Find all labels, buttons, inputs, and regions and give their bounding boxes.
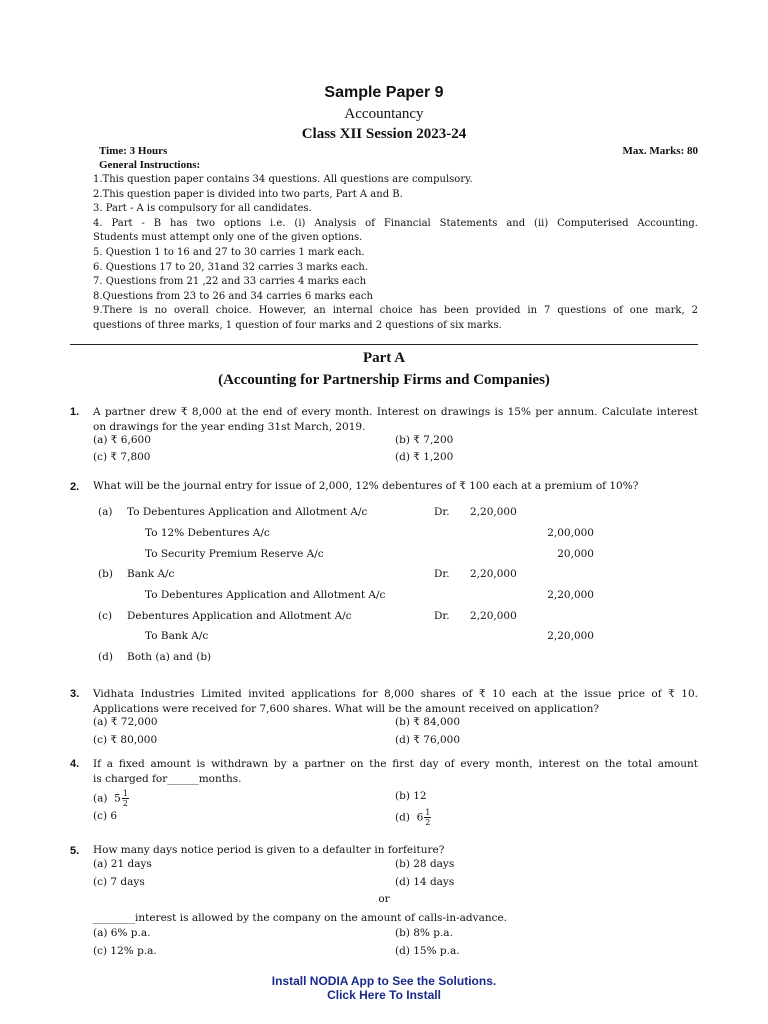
fraction: [424, 808, 431, 827]
credit-amount: 2,00,000: [547, 527, 594, 539]
install-app-link[interactable]: Install NODIA App to See the Solutions.: [271, 974, 497, 988]
debit-marker: Dr.: [434, 568, 450, 580]
instruction-item: 4. Part - B has two options i.e. (i) Analysis of Financial Statements and (ii) Computerised Accounting.: [93, 217, 698, 229]
option-a-label: (a): [98, 506, 113, 518]
option-c: (c) ₹ 7,800: [93, 451, 151, 463]
option-d: (d) 15% p.a.: [395, 945, 460, 957]
question-line: If a fixed amount is withdrawn by a partner on the first day of every month, interest on the total amount: [93, 758, 698, 770]
instruction-item: 2.This question paper is divided into two parts, Part A and B.: [93, 188, 403, 200]
option-c-label: (c): [98, 610, 113, 622]
credit-amount: 20,000: [557, 548, 594, 560]
question-text: [93, 687, 698, 716]
fraction: [122, 789, 129, 808]
option-c: (c) 6: [93, 810, 118, 822]
instruction-item: 5. Question 1 to 16 and 27 to 30 carries 1 mark each.: [93, 246, 365, 258]
option-d: (d) ₹ 1,200: [395, 451, 454, 463]
option-a: (a) 6% p.a.: [93, 927, 151, 939]
option-d-label: (d): [98, 651, 113, 663]
instruction-item: questions of three marks, 1 question of four marks and 2 questions of six marks.: [93, 319, 502, 331]
fraction-denominator: 2: [122, 799, 128, 808]
option-a: (a) ₹ 72,000: [93, 716, 158, 728]
instruction-item: 6. Questions 17 to 20, 31and 32 carries 3 marks each.: [93, 261, 368, 273]
question-line: on drawings for the year ending 31st March, 2019.: [93, 420, 366, 433]
alternate-question-text: ________interest is allowed by the company on the amount of calls-in-advance.: [93, 912, 508, 924]
fraction-numerator: 1: [425, 808, 431, 817]
option-b: (b) ₹ 7,200: [395, 434, 454, 446]
question-number: 5.: [70, 845, 80, 857]
fraction-whole: 5: [114, 792, 121, 805]
class-session: Class XII Session 2023-24: [301, 126, 467, 142]
max-marks: Max. Marks: 80: [622, 145, 698, 157]
paper-title: Sample Paper 9: [324, 84, 444, 101]
journal-credit-line: To Debentures Application and Allotment A/c: [145, 589, 386, 601]
option-b: (b) 8% p.a.: [395, 927, 453, 939]
subject-title: Accountancy: [344, 106, 424, 122]
fraction-numerator: 1: [122, 789, 128, 798]
option-b: (b) ₹ 84,000: [395, 716, 461, 728]
question-number: 2.: [70, 481, 80, 493]
journal-debit-line: Bank A/c: [127, 568, 175, 580]
option-c: (c) ₹ 80,000: [93, 734, 158, 746]
option-a: [93, 789, 129, 808]
instruction-item: 9.There is no overall choice. However, an internal choice has been provided in 7 questions of one mark, 2: [93, 305, 698, 317]
credit-amount: 2,20,000: [547, 589, 594, 601]
question-text: What will be the journal entry for issue of 2,000, 12% debentures of ₹ 100 each at a premium of 10%?: [93, 480, 639, 492]
debit-amount: 2,20,000: [470, 610, 517, 622]
instruction-item: 1.This question paper contains 34 questions. All questions are compulsory.: [93, 174, 473, 185]
question-line: A partner drew ₹ 8,000 at the end of every month. Interest on drawings is 15% per annum. Calculate interest: [93, 406, 698, 418]
part-subtitle: (Accounting for Partnership Firms and Companies): [218, 372, 550, 388]
question-text: [93, 757, 698, 786]
question-number: 3.: [70, 688, 80, 700]
debit-amount: 2,20,000: [470, 568, 517, 580]
option-label: (a): [93, 792, 108, 805]
time-allowed: Time: 3 Hours: [99, 145, 168, 157]
option-d: (d) ₹ 76,000: [395, 734, 461, 746]
part-title: Part A: [362, 350, 406, 366]
option-b: (b) 28 days: [395, 858, 455, 870]
question-text: [93, 405, 698, 434]
credit-amount: 2,20,000: [547, 630, 594, 642]
question-text: How many days notice period is given to a defaulter in forfeiture?: [93, 844, 445, 856]
click-to-install-link[interactable]: Click Here To Install: [327, 988, 441, 1002]
journal-credit-line: To 12% Debentures A/c: [145, 527, 270, 539]
option-b: (b) 12: [395, 790, 427, 802]
section-divider: [70, 344, 698, 345]
instruction-item: Students must attempt only one of the given options.: [93, 232, 363, 244]
fraction-denominator: 2: [425, 818, 431, 827]
instruction-item: 7. Questions from 21 ,22 and 33 carries 4 marks each: [93, 276, 367, 288]
fraction-whole: 6: [416, 811, 424, 824]
journal-debit-line: To Debentures Application and Allotment A/c: [127, 506, 368, 518]
option-d-text: Both (a) and (b): [127, 651, 212, 663]
or-separator: or: [378, 893, 390, 905]
instructions-heading: General Instructions:: [99, 159, 201, 171]
question-number: 4.: [70, 758, 80, 770]
option-b-label: (b): [98, 568, 113, 580]
debit-marker: Dr.: [434, 506, 450, 518]
debit-amount: 2,20,000: [470, 506, 517, 518]
question-line: is charged for______months.: [93, 772, 242, 785]
instruction-item: 8.Questions from 23 to 26 and 34 carries 6 marks each: [93, 290, 373, 302]
journal-credit-line: To Security Premium Reserve A/c: [145, 548, 324, 560]
instruction-item: 3. Part - A is compulsory for all candidates.: [93, 203, 312, 215]
option-c: (c) 7 days: [93, 876, 145, 888]
general-instructions: [93, 173, 698, 334]
question-line: Applications were received for 7,600 shares. What will be the amount received on application?: [93, 702, 599, 715]
journal-debit-line: Debentures Application and Allotment A/c: [127, 610, 352, 622]
option-c: (c) 12% p.a.: [93, 945, 157, 957]
option-a: (a) 21 days: [93, 858, 152, 870]
option-d: [395, 808, 431, 827]
question-line: Vidhata Industries Limited invited applications for 8,000 shares of ₹ 10 each at the issue price of ₹ 10.: [93, 688, 698, 700]
debit-marker: Dr.: [434, 610, 450, 622]
journal-credit-line: To Bank A/c: [145, 630, 209, 642]
option-a: (a) ₹ 6,600: [93, 434, 151, 446]
option-label: (d): [395, 811, 410, 824]
question-number: 1.: [70, 406, 80, 418]
option-d: (d) 14 days: [395, 876, 455, 888]
